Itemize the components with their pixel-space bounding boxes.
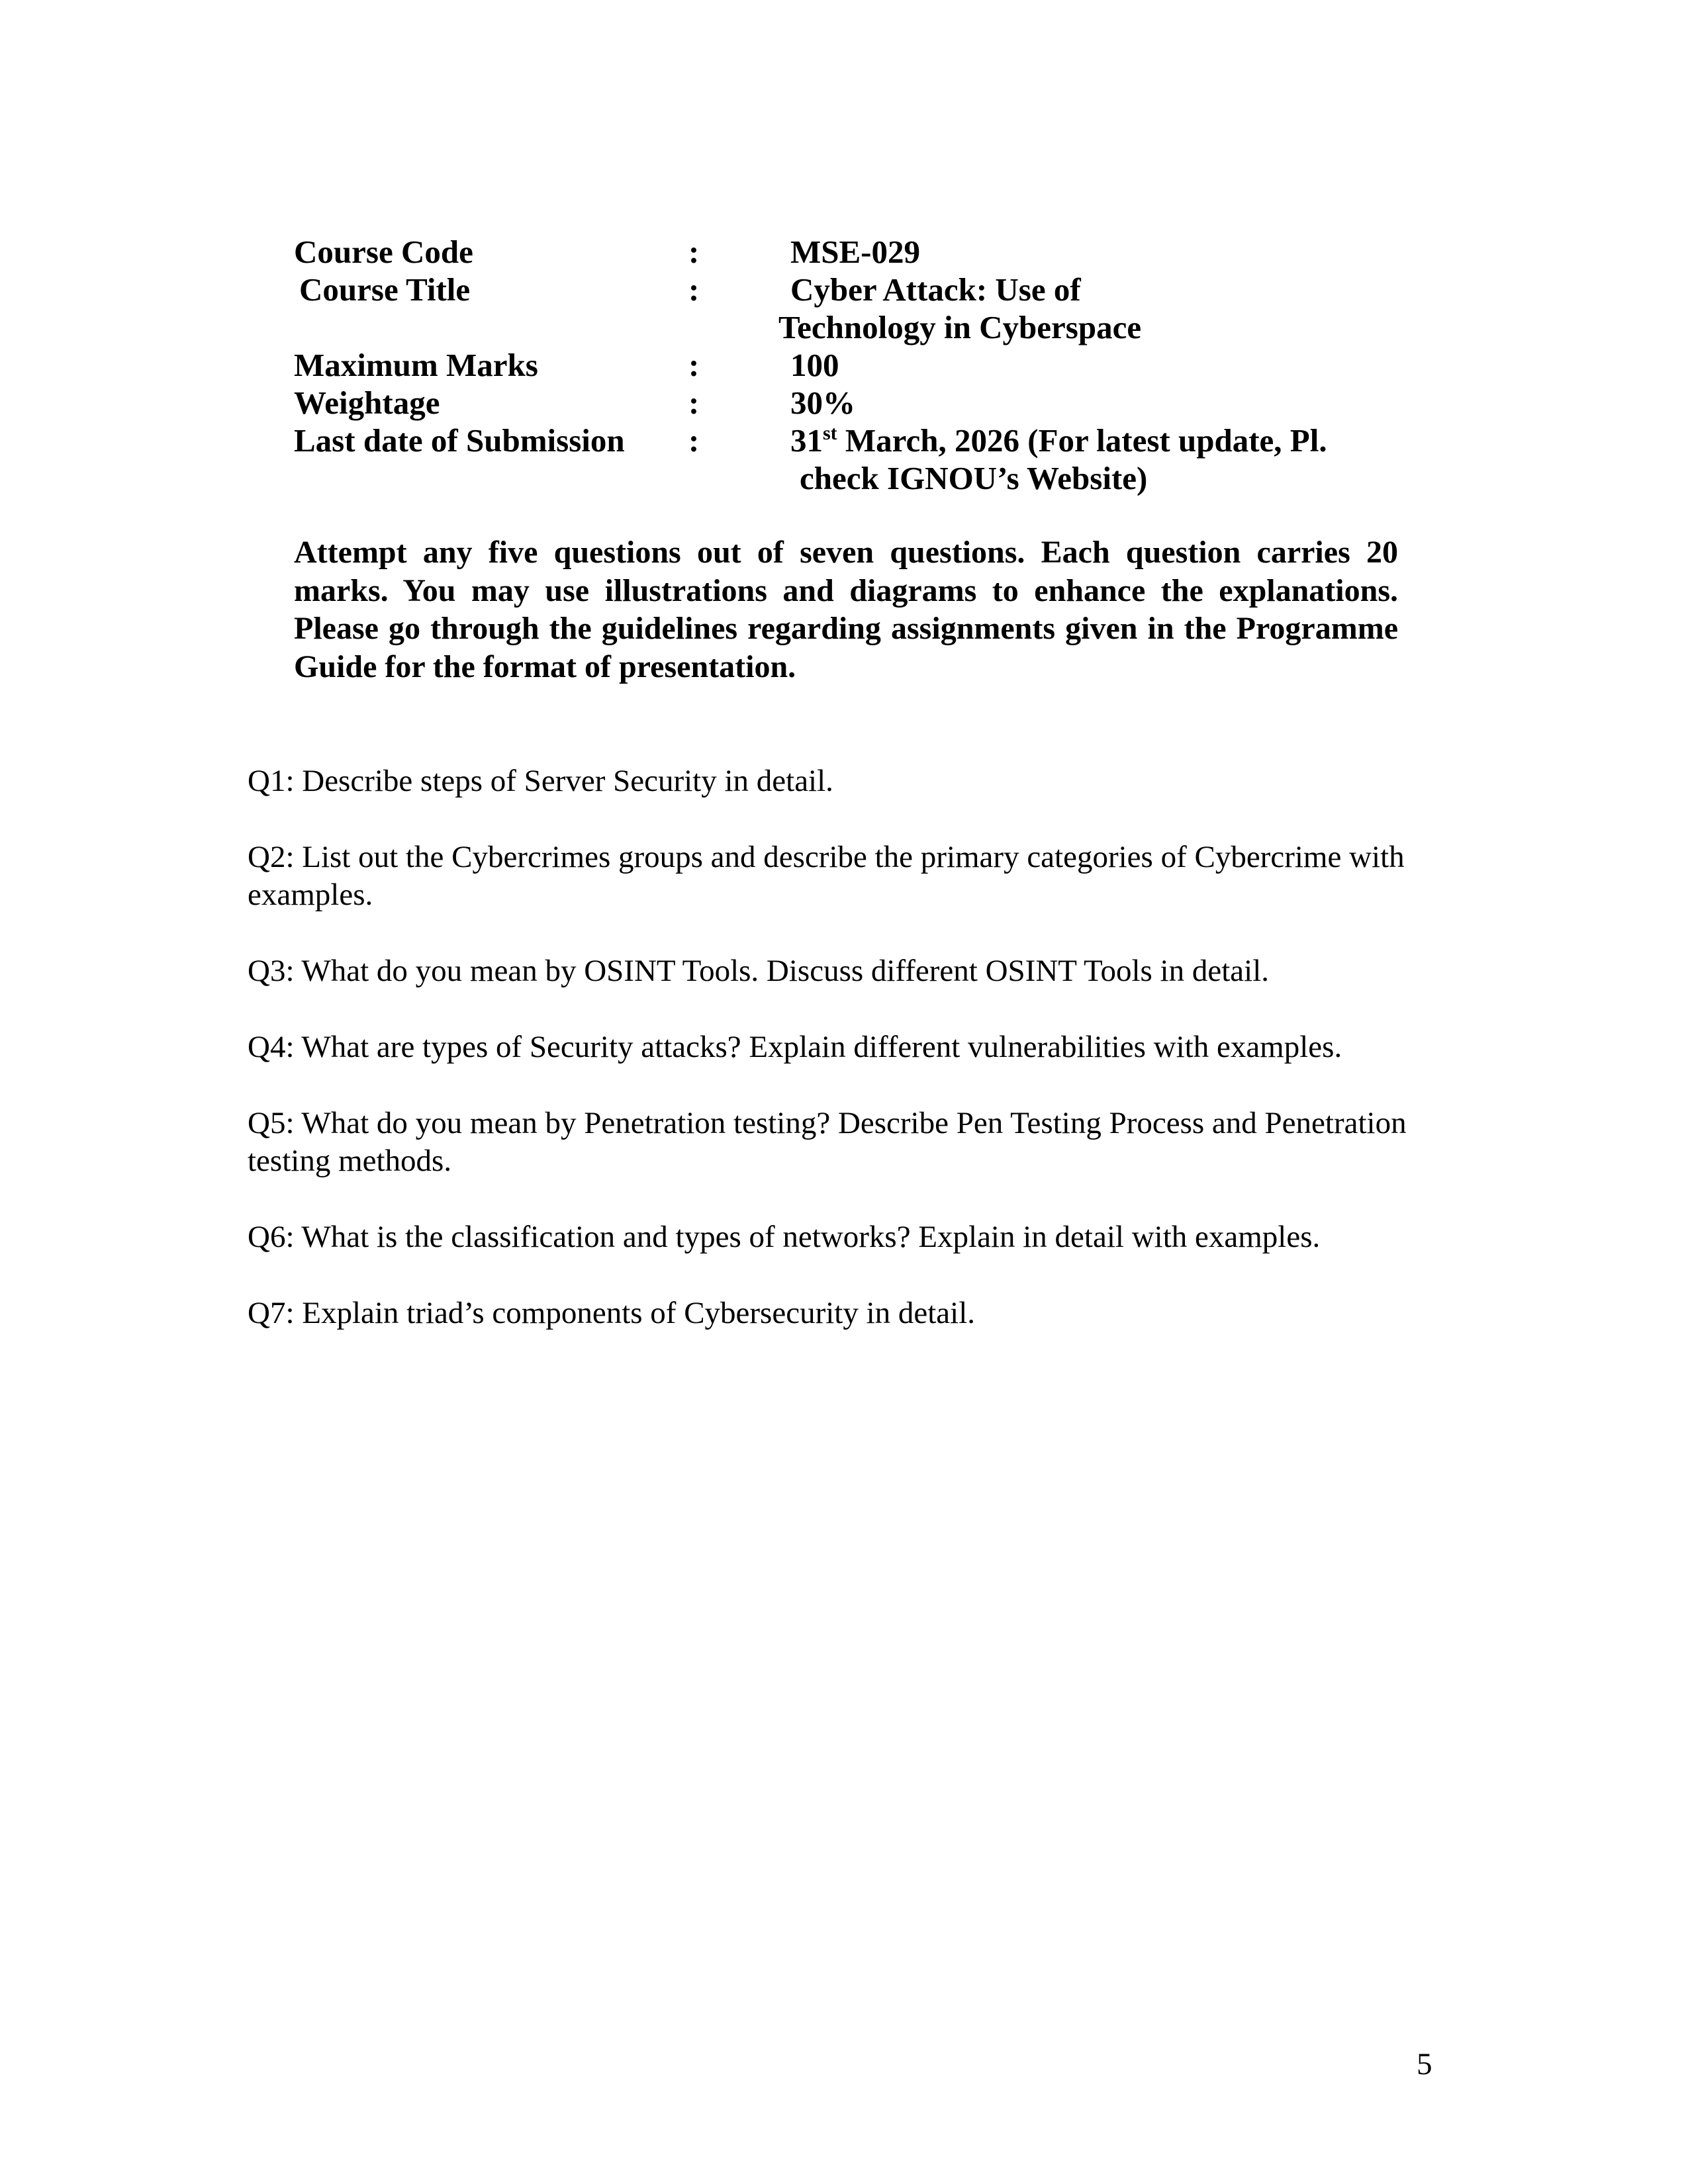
course-title-line-1: Cyber Attack: Use of [790,271,1081,308]
last-date-line-2: check IGNOU’s Website) [800,460,1148,496]
last-date-ordinal-suffix: st [823,422,837,444]
course-details-table [294,233,1419,497]
question-4: Q4: What are types of Security attacks? Explain different vulnerabilities with examples. [248,1030,1342,1064]
course-code-label: Course Code [294,234,473,270]
last-date-label: Last date of Submission [294,422,625,459]
course-title-row [294,271,1419,346]
question-3: Q3: What do you mean by OSINT Tools. Discuss different OSINT Tools in detail. [248,954,1270,988]
instructions-paragraph: Attempt any five questions out of seven questions. Each question carries 20 marks. You may use illustrations and diagrams to enhance the explanations. Please go through the guidelines regarding assignments given in the Programme Guide for the format of presentation. [294,535,1398,684]
question-6: Q6: What is the classification and types of networks? Explain in detail with examples. [248,1220,1321,1254]
course-title-label: Course Title [299,271,471,308]
course-title-value [778,271,1142,346]
maximum-marks-value: 100 [790,347,839,383]
last-date-rest: March, 2026 (For latest update, Pl. [837,422,1327,459]
questions-list [248,762,1439,1371]
question-7: Q7: Explain triad’s components of Cybersecurity in detail. [248,1296,976,1330]
separator-colon: : [688,234,700,270]
maximum-marks-row [294,346,1419,384]
course-code-value: MSE-029 [790,234,920,270]
separator-colon: : [688,271,700,308]
question-2: Q2: List out the Cybercrimes groups and describe the primary categories of Cybercrime with examples. [248,840,1405,912]
course-code-row [294,233,1419,271]
weightage-row [294,384,1419,422]
last-date-value [790,422,1327,497]
page-number: 5 [1417,2047,1432,2081]
question-1: Q1: Describe steps of Server Security in detail. [248,764,833,798]
separator-colon: : [688,347,700,383]
course-title-line-2: Technology in Cyberspace [778,309,1142,345]
question-5: Q5: What do you mean by Penetration testing? Describe Pen Testing Process and Penetration testing methods. [248,1106,1407,1178]
separator-colon: : [688,385,700,421]
weightage-label: Weightage [294,385,440,421]
weightage-value: 30% [790,385,855,421]
last-date-day: 31 [790,422,823,459]
last-date-row [294,422,1419,497]
maximum-marks-label: Maximum Marks [294,347,538,383]
separator-colon: : [688,422,700,459]
